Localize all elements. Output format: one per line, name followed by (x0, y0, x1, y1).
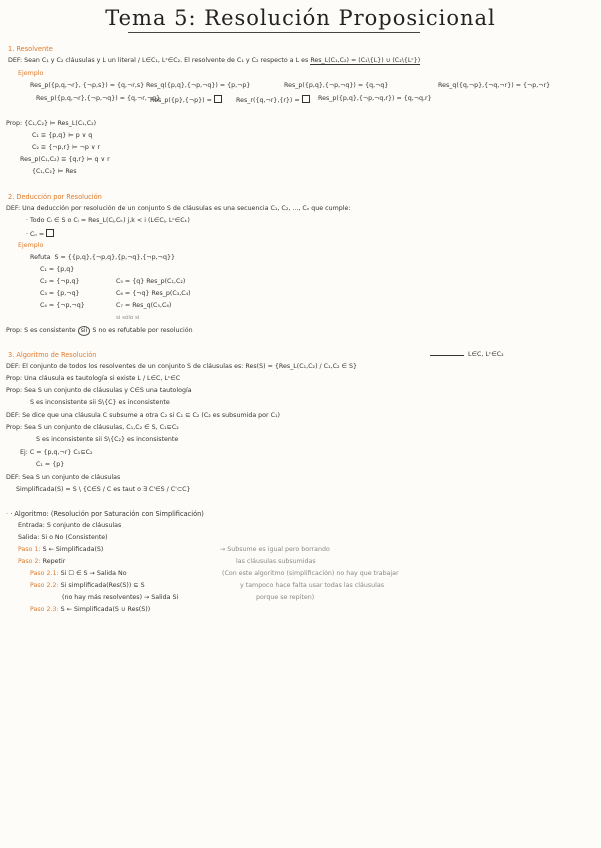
s2-definition: DEF: Una deducción por resolución de un conjunto S de cláusulas es una secuencia C₁, C₂, ..., Cₙ que cumple: (6, 205, 351, 212)
s2-step-1-left: C₁ = {p,q} (40, 266, 75, 273)
s1-prop-2: C₁ ≡ {p,q} ⊨ p ∨ q (32, 132, 93, 139)
s1-definition (8, 57, 420, 65)
def-text: Sean C₁ y C₂ cláusulas y L un literal / L∈C₁, Lᶜ∈C₂. El resolvente de C₁ y C₂ respecto a L es (24, 57, 309, 64)
s1-prop-5: {C₁,C₂} ⊨ Res (32, 168, 77, 175)
section-2-heading: 2. Deducción por Resolución (8, 193, 102, 201)
s2-refuta: Refuta S = {{p,q},{¬p,q},{p,¬q},{¬p,¬q}} (30, 254, 175, 261)
alg-note-3: (Con este algoritmo (simplificación) no hay que trabajar (222, 570, 399, 577)
s1-example-1: Res_p({p,q,¬r}, {¬p,s}) = {q,¬r,s} (30, 82, 145, 89)
algorithm-heading: · · Algoritmo: (Resolución por Saturación con Simplificación) (6, 510, 204, 518)
s1-prop-4: Res_p(C₁,C₂) ≡ {q,r} ⊨ q ∨ r (20, 156, 110, 163)
alg-paso-1: Paso 1: S ← Simplificada(S) (18, 546, 104, 553)
section-3-heading: 3. Algoritmo de Resolución (8, 351, 97, 359)
s3-prop-2b: S es inconsistente sii S\{C} es inconsistente (30, 399, 170, 406)
s3-side-note: L∈C, Lᶜ∈C₂ (468, 351, 504, 358)
s3-prop-3d: C₁ = {p} (36, 461, 65, 468)
s1-prop-1: Prop: {C₁,C₂} ⊨ Res_L(C₁,C₂) (6, 120, 97, 127)
alg-paso-2-2: Paso 2.2: Si simplificada(Res(S)) ⊆ S (30, 582, 145, 589)
s3-prop-3c: Ej: C = {p,q,¬r} C₁⊆C₂ (20, 449, 93, 456)
s3-prop-1: Prop: Una cláusula es tautología si existe L / L∈C, Lᶜ∈C (6, 375, 181, 382)
s3-def-2: DEF: Se dice que una cláusula C subsume a otra C₂ si C₁ ⊆ C₂ (C₂ es subsumida por C₁) (6, 412, 281, 419)
s3-def-3b: Simplificada(S) = S \ {C∈S / C es taut o ∃ C'∈S / C'⊂C} (16, 486, 191, 493)
alg-paso-2-1: Paso 2.1: Si ☐ ∈ S → Salida No (30, 570, 127, 577)
alg-entrada: Entrada: S conjunto de cláusulas (18, 522, 122, 529)
s2-cond-1: · Todo Cᵢ ∈ S o Cᵢ = Res_L(Cⱼ,Cₖ) j,k < i (L∈Cⱼ, Lᶜ∈Cₖ) (26, 217, 190, 224)
s1-example-5: Res_p({p},{¬p}) = (150, 95, 222, 105)
s2-cond-2: · Cₙ = (26, 229, 54, 239)
s1-example-2: Res_q({p,q},{¬p,¬q}) = {p,¬p} (146, 82, 251, 89)
s2-example-label: Ejemplo (18, 242, 44, 249)
empty-clause-box (302, 95, 310, 103)
s1-prop-3: C₂ ≡ {¬p,r} ⊨ ¬p ∨ r (32, 144, 101, 151)
alg-salida: Salida: Si o No (Consistente) (18, 534, 108, 541)
alg-note-1: → Subsume es igual pero borrando (220, 546, 330, 553)
s2-step-3-left: C₃ = {p,¬q} (40, 290, 80, 297)
s3-def-1: DEF: El conjunto de todos los resolventes de un conjunto S de cláusulas es: Res(S) = {Res_L(C₁,C₂) / C₁,C₂ ∈ S} (6, 363, 357, 370)
alg-paso-2-2b: (no hay más resolventes) → Salida Si (62, 594, 179, 601)
side-arrow (430, 355, 464, 356)
empty-clause-box (214, 95, 222, 103)
s3-def-3: DEF: Sea S un conjunto de cláusulas (6, 474, 121, 481)
alg-note-4: y tampoco hace falta usar todas las cláusulas (240, 582, 384, 589)
s3-prop-3b: S es inconsistente sii S\{C₂} es inconsistente (36, 436, 179, 443)
alg-paso-2: Paso 2: Repetir (18, 558, 66, 565)
sii-circled: sii (78, 326, 91, 336)
s2-small-note: si sólo si (116, 315, 140, 321)
s2-step-3-right: C₆ = {¬q} Res_p(C₃,C₄) (116, 290, 191, 297)
s2-prop: Prop: S es consistente sii S no es refutable por resolución (6, 327, 193, 334)
alg-paso-2-3: Paso 2.3: S ← Simplificada(S ∪ Res(S)) (30, 606, 151, 613)
s1-example-3: Res_p({p,q},{¬p,¬q}) = {q,¬q} (284, 82, 389, 89)
title-underline (128, 32, 420, 33)
s1-example-6: Res_p({p,q,¬r},{¬p,¬q}) = {q,¬r,¬q} (36, 95, 161, 102)
s1-example-label: Ejemplo (18, 70, 44, 77)
alg-note-5: porque se repiten) (256, 594, 315, 601)
s3-prop-2: Prop: Sea S un conjunto de cláusulas y C∈S una tautología (6, 387, 192, 394)
s3-prop-3: Prop: Sea S un conjunto de cláusulas, C₁,C₂ ∈ S, C₁⊆C₂ (6, 424, 179, 431)
s2-step-2-left: C₂ = {¬p,q} (40, 278, 80, 285)
section-1-heading: 1. Resolvente (8, 45, 53, 53)
s1-example-8: Res_p({p,q},{¬p,¬q,r}) = {q,¬q,r} (318, 95, 432, 102)
s2-step-4-right: C₇ = Res_q(C₅,C₆) (116, 302, 172, 309)
s2-step-4-left: C₄ = {¬p,¬q} (40, 302, 85, 309)
def-formula: Res_L(C₁,C₂) = (C₁\{L}) ∪ (C₂\{Lᶜ}) (310, 57, 421, 64)
s1-example-4: Res_q({q,¬p},{¬q,¬r}) = {¬p,¬r} (438, 82, 551, 89)
s1-example-7: Res_r({q,¬r},{r}) = (236, 95, 310, 105)
s2-step-2-right: C₅ = {q} Res_p(C₁,C₂) (116, 278, 186, 285)
alg-note-2: las cláusulas subsumidas (236, 558, 316, 565)
def-label: DEF: (8, 57, 23, 64)
empty-clause-box (46, 229, 54, 237)
page-title: Tema 5: Resolución Proposicional (105, 6, 496, 30)
